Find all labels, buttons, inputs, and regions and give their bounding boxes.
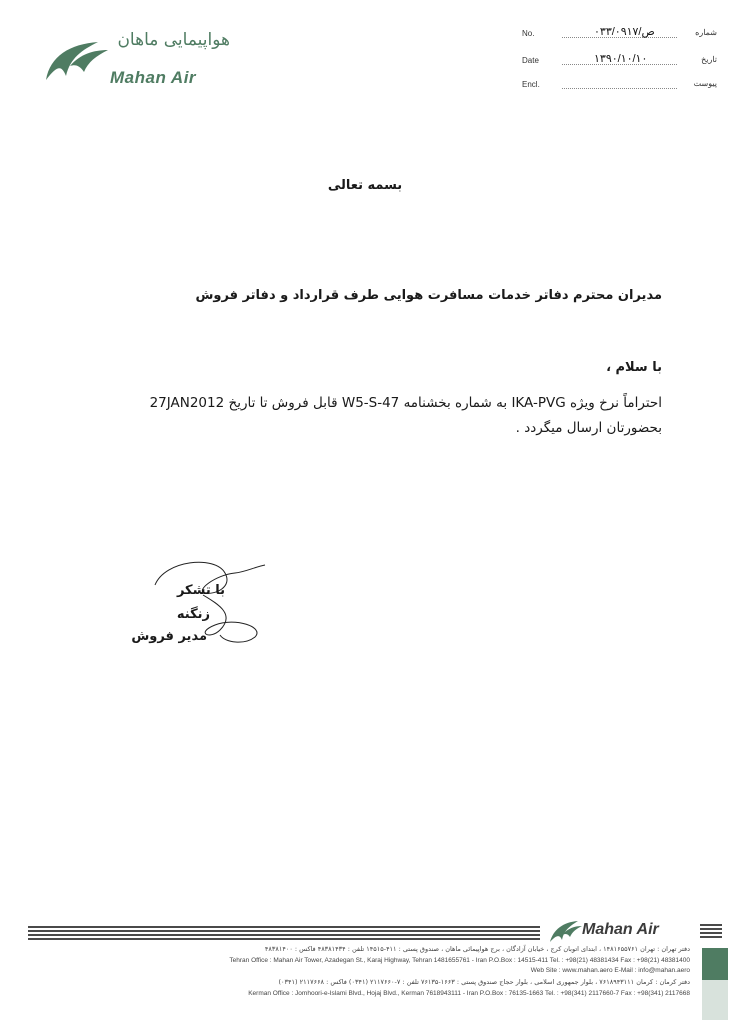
footer-web: Web Site : www.mahan.aero E-Mail : info@mahan.aero xyxy=(530,967,690,974)
header-date-row xyxy=(522,53,717,69)
footer-divider-bars xyxy=(28,926,540,942)
letter-greeting: با سلام ، xyxy=(606,360,662,375)
signature-name: زنگنه xyxy=(176,607,210,622)
footer-bird-icon xyxy=(548,918,582,944)
logo-english-text: Mahan Air xyxy=(110,68,197,87)
number-label-fa: شماره xyxy=(695,28,717,37)
signature-block xyxy=(125,555,285,665)
date-value: ۱۳۹۰/۱۰/۱۰ xyxy=(594,53,648,65)
letter-body-line-2: بحضورتان ارسال میگردد . xyxy=(515,420,662,436)
footer-kerman-en: Kerman Office : Jomhoori-e-Islami Blvd., Hojaj Blvd., Kerman 7618943111 - Iran P.O.Box : 76135-1663 Tel. : +98(341) 2117660-7 Fax : +98(341) 2117668 xyxy=(248,990,690,997)
header-encl-row xyxy=(522,77,717,93)
encl-line xyxy=(562,88,677,89)
footer-tehran-en: Tehran Office : Mahan Air Tower, Azadegan St., Karaj Highway, Tehran 1481655761 - Iran P.O.Box : 14515-411 Tel. : +98(21) 48381434 Fax : +98(21) 48381400 xyxy=(229,957,690,964)
logo-persian-text: هواپیمایی ماهان xyxy=(117,30,230,50)
mahan-air-bird-icon xyxy=(40,36,110,84)
footer-kerman-fa: دفتر کرمان : کرمان ۷۶۱۸۹۴۳۱۱۱ ، بلوار جمهوری اسلامی ، بلوار حجاج صندوق پستی : ۱۶۶۳-۷۶۱۳۵ تلفن : ۷-۲۱۱۷۶۶۰ (۰۳۴۱) فاکس : ۲۱۱۷۶۶۸ (۰۳۴۱) xyxy=(278,978,690,986)
letter-heading: بسمه تعالی xyxy=(327,178,403,193)
footer-logo xyxy=(548,918,698,946)
mahan-air-logo xyxy=(40,30,230,90)
header-number-row xyxy=(522,26,717,42)
encl-label-fa: پیوست xyxy=(693,79,717,88)
letter-addressee: مدیران محترم دفاتر خدمات مسافرت هوایی طرف قرارداد و دفاتر فروش xyxy=(195,288,662,303)
date-label-fa: تاریخ xyxy=(701,55,717,64)
date-label-en: Date xyxy=(522,56,539,65)
number-label-en: No. xyxy=(522,29,535,38)
footer-light-strip xyxy=(702,980,728,1020)
signature-closing: با تشکر xyxy=(176,583,225,598)
letter-body-line-1: احتراماً نرخ ویژه IKA-PVG به شماره بخشنامه W5-S-47 قابل فروش تا تاریخ 27JAN2012 xyxy=(149,395,662,411)
number-value: ص/۰۳۳/۰۹۱۷ xyxy=(594,26,655,38)
footer-logo-text: Mahan Air xyxy=(582,921,659,938)
encl-label-en: Encl. xyxy=(522,80,540,89)
signature-title: مدیر فروش xyxy=(131,629,207,644)
footer-right-bars xyxy=(700,924,722,942)
footer-tehran-fa: دفتر تهران : تهران ۱۴۸۱۶۵۵۷۶۱ ، ابتدای اتوبان کرج ، خیابان آزادگان ، برج هواپیمائی ماهان ، صندوق پستی : ۴۱۱-۱۴۵۱۵ تلفن : ۴۸۳۸۱۴۳۴ فاکس : ۴۸۳۸۱۴۰۰ xyxy=(264,945,690,953)
